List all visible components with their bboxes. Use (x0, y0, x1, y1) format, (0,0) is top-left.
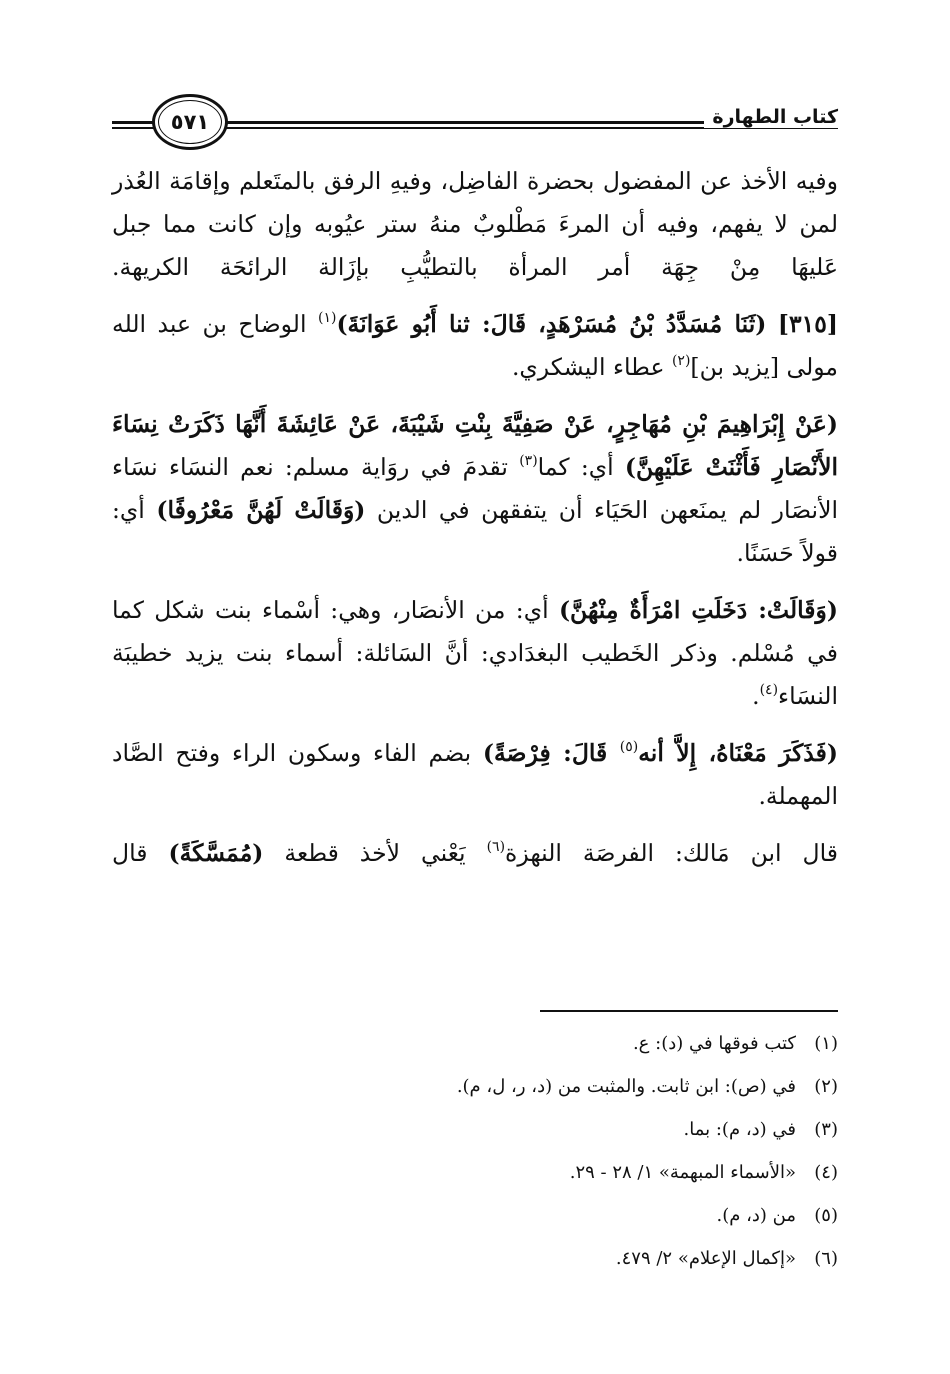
hadith-quote-4b: قَالَ: فِرْصَةً) (482, 739, 620, 767)
paragraph-2-text-a: الوضاح بن عبد الله مولى [يزيد بن] (112, 310, 838, 381)
footnote-item (112, 1108, 838, 1151)
hadith-number: [٣١٥] (777, 310, 838, 338)
page-number: ٥٧١ (170, 110, 210, 134)
footnote-ref-5[interactable]: (٥) (619, 739, 639, 755)
footnote-number: (٤) (814, 1162, 838, 1183)
footnote-ref-1[interactable]: (١) (317, 310, 337, 326)
paragraph-2-text-b: عطاء اليشكري. (511, 353, 672, 381)
hadith-quote-5: (مُمَسَّكَةً) (168, 839, 264, 867)
footnote-item (112, 1151, 838, 1194)
footnote-number: (٦) (814, 1248, 838, 1269)
page-number-badge (152, 94, 228, 150)
paragraph-6-text-c: قال (112, 839, 169, 867)
paragraph-3 (112, 403, 838, 575)
footnote-separator (540, 1010, 838, 1012)
footnote-item (112, 1065, 838, 1108)
paragraph-6 (112, 832, 838, 875)
paragraph-4-text-b: . (752, 682, 760, 710)
footnote-item (112, 1194, 838, 1237)
paragraph-2 (112, 303, 838, 389)
hadith-quote-4a: (فَذَكَرَ مَعْنَاهُ، إِلاَّ أنه (638, 739, 838, 767)
paragraph-5 (112, 732, 838, 818)
footnote-ref-4[interactable]: (٤) (759, 682, 779, 698)
paragraph-5-text: بضم الفاء وسكون الراء وفتح الصَّاد المهملة. (112, 739, 838, 810)
footnote-number: (١) (814, 1033, 838, 1054)
hadith-quote-2: (وَقَالَتْ لَهُنَّ مَعْرُوفًا) (156, 496, 366, 524)
footnote-ref-2[interactable]: (٢) (671, 353, 691, 369)
header-chapter-title: كتاب الطهارة (704, 106, 838, 128)
footnote-item (112, 1022, 838, 1065)
footnote-text: من (د، م). (716, 1205, 796, 1226)
footnote-number: (٥) (814, 1205, 838, 1226)
page-header (112, 92, 838, 162)
footnote-ref-6[interactable]: (٦) (486, 839, 506, 855)
paragraph-3-text-c: أي: قولاً حَسَنًا. (112, 496, 838, 567)
footnote-text: «الأسماء المبهمة» ١/ ٢٨ - ٢٩. (569, 1162, 796, 1183)
paragraph-6-text-a: قال ابن مَالك: الفرصَة النهزة (505, 839, 838, 867)
footnote-text: في (د، م): بما. (683, 1119, 796, 1140)
paragraph-1-text: وفيه الأخذ عن المفضول بحضرة الفاضِل، وفيهِ الرفق بالمتَعلم وإقامَة العُذر لمن لا يفهم، وفيه أن المرءَ مَطْلوبٌ منهُ ستر عيُوبه وإن كانت مما جبل عَليهَا مِنْ جِهَة أمر المرأة بالتطيُّبِ بإزَالة الرائحَة الكريهة. (112, 167, 838, 281)
paragraph-3-text-b: تقدمَ في روَاية مسلم: نعم النسَاء نسَاء الأنصَار لم يمنَعهن الحَيَاء أن يتفقهن في الدين (112, 453, 839, 524)
hadith-quote-3: (وَقَالَتْ: دَخَلَتِ امْرَأَةٌ مِنْهُنَّ) (558, 596, 838, 624)
footnotes-list (112, 1022, 838, 1280)
main-text (112, 160, 838, 889)
hadith-quote-1: (عَنْ إِبْرَاهِيمَ بْنِ مُهَاجِرٍ، عَنْ صَفِيَّةَ بِنْتِ شَيْبَةَ، عَنْ عَائِشَةَ أَنَّهَا ذَكَرَتْ نِسَاءَ الأَنْصَارِ فَأَثْنَتْ عَلَيْهِنَّ) (112, 410, 839, 481)
paragraph-1 (112, 160, 838, 289)
footnote-ref-3[interactable]: (٣) (519, 453, 538, 469)
footnote-text: «إكمال الإعلام» ٢/ ٤٧٩. (615, 1248, 796, 1269)
paragraph-4 (112, 589, 838, 718)
footnote-number: (٣) (814, 1119, 838, 1140)
footnote-item (112, 1237, 838, 1280)
footnote-text: كتب فوقها في (د): ع. (632, 1033, 796, 1054)
paragraph-4-text-a: أي: من الأنصَار، وهي: أسْماء بنت شكل كما في مُسْلم. وذكر الخَطيب البغدَادي: أنَّ السَائلة: أسماء بنت يزيد خطيبَة النسَاء (112, 596, 838, 710)
hadith-isnad: (ثَنَا مُسَدَّدُ بْنُ مُسَرْهَدٍ، قَالَ: ثنا أَبُو عَوَانَةَ) (336, 310, 767, 338)
paragraph-6-text-b: يَعْني لأخذ قطعة (263, 839, 487, 867)
paragraph-3-text-a: أي: كما (537, 453, 625, 481)
footnote-text: في (ص): ابن ثابت. والمثبت من (د، ر، ل، م). (456, 1076, 796, 1097)
footnote-number: (٢) (814, 1076, 838, 1097)
